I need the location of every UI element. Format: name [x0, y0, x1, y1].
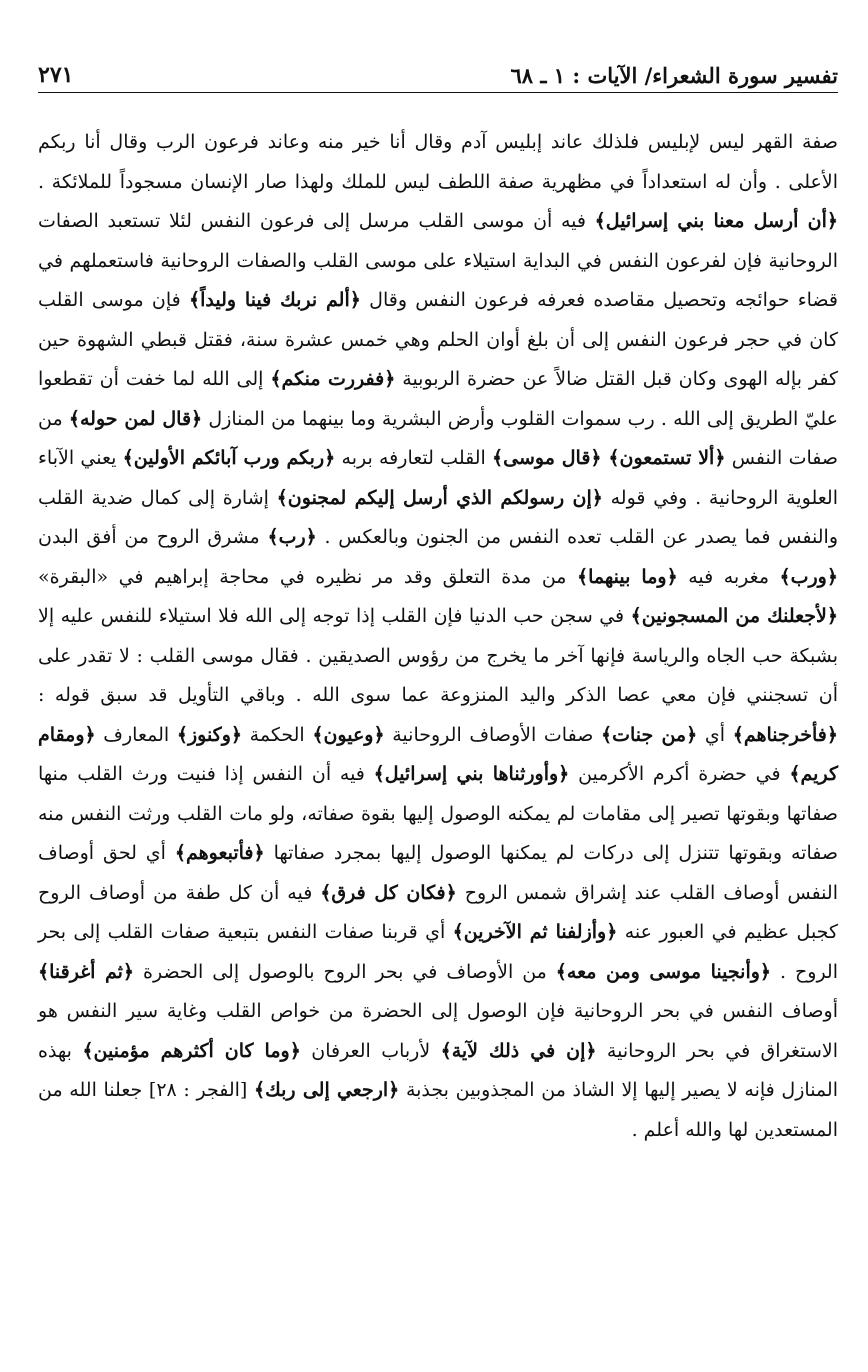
quran-quote: ﴿أن أرسل معنا بني إسرائيل﴾ [594, 210, 838, 232]
paragraph [38, 123, 838, 1150]
commentary-text: أي [697, 723, 733, 746]
quran-quote: ﴿ارجعي إلى ربك﴾ [253, 1079, 400, 1101]
commentary-text: صفات الأوصاف الروحانية [384, 723, 601, 746]
quran-quote: ﴿وعيون﴾ [312, 723, 385, 746]
header-title: تفسير سورة الشعراء/ الآيات : ١ ـ ٦٨ [510, 63, 838, 88]
commentary-text: مشرق الروح من أفق البدن [38, 526, 268, 548]
commentary-text: فيه أن النفس إذا فنيت ورث القلب منها صفاتها وبقوتها تصير إلى مقامات لم يمكنه الوصول إليها بقوة صفاته، ولو مات القلب ورثت النفس منه صفاته وبقوتها تتنزل إلى دركات لم يمكنها الوصول إليها بمجرد صفاتها [38, 763, 838, 864]
commentary-text: في حضرة أكرم الأكرمين [569, 763, 790, 785]
commentary-text: الحكمة [242, 723, 313, 746]
commentary-text: المعارف [95, 723, 177, 746]
commentary-text: لأرباب العرفان [300, 1039, 441, 1062]
commentary-text: بهذه المنازل فإنه لا يصير إليها إلا الشاذ من المجذوبين بجذبة [38, 1039, 838, 1101]
quran-quote: ﴿ورب﴾ [779, 565, 838, 588]
commentary-text: إلى الله لما خفت أن تقطعوا عليّ الطريق إلى الله . رب سموات القلوب وأرض البشرية وما بينهما من المنازل [38, 368, 838, 430]
commentary-text: مغربه فيه [677, 565, 780, 588]
commentary-text: [الفجر : ٢٨] جعلنا الله من المستعدين لها والله أعلم . [38, 1079, 838, 1141]
commentary-body [38, 123, 838, 1150]
commentary-text: من صفات النفس [38, 407, 838, 469]
quran-quote: ﴿ففررت منكم﴾ [270, 368, 396, 390]
commentary-text: فإن موسى القلب كان في حجر فرعون النفس إلى أن بلغ أوان الحلم وهي خمس عشرة سنة، فقتل قبطي الشهوة حين كفر بإله الهوى وكان قبل القتل ضالاً عن حضرة الربوبية [38, 289, 839, 390]
quran-quote: ﴿فكان كل فرق﴾ [320, 881, 457, 904]
quran-quote: ﴿قال لمن حوله﴾ [68, 407, 203, 430]
quran-quote: ﴿إن رسولكم الذي أرسل إليكم لمجنون﴾ [276, 486, 603, 509]
commentary-text: صفة القهر ليس لإبليس فلذلك عاند إبليس آدم وقال أنا خير منه وعاند فرعون الرب وقال أنا ربكم الأعلى . وأن له استعداداً في مظهرية صفة اللطف ليس للملك ولهذا صار الإنسان مسجوداً للملائكة . [38, 131, 838, 193]
quran-quote: ﴿وما كان أكثرهم مؤمنين﴾ [82, 1039, 301, 1062]
commentary-text: أي قربنا صفات النفس بتبعية صفات القلب إلى بحر الروح . [38, 921, 839, 983]
commentary-text: فيه أن موسى القلب مرسل إلى فرعون النفس لئلا تستعبد الصفات الروحانية فإن لفرعون النفس في البداية استيلاء على موسى القلب والصفات الروحانية فاستعملهم في قضاء حوائجه وتحصيل مقاصده فعرفه فرعون النفس وقال [38, 210, 838, 311]
running-header [38, 48, 838, 93]
commentary-text: القلب لتعارفه بربه [335, 447, 493, 469]
commentary-text: فيه أن كل طفة من أوصاف الروح كجبل عظيم في العبور عنه [38, 881, 838, 943]
commentary-text: يعني الآباء العلوية الروحانية . وفي قوله [38, 447, 838, 509]
quran-quote: ﴿وأزلفنا ثم الآخرين﴾ [452, 921, 618, 943]
quran-quote: ﴿وأورثناها بني إسرائيل﴾ [373, 763, 570, 785]
quran-quote: ﴿لأجعلنك من المسجونين﴾ [630, 605, 838, 627]
quran-quote: ﴿فأخرجناهم﴾ [732, 723, 838, 746]
quran-quote: ﴿ربكم ورب آبائكم الأولين﴾ [122, 447, 336, 469]
commentary-text: إشارة إلى كمال ضدية القلب والنفس فما يصدر عن القلب تعده النفس من الجنون وبالعكس . [38, 486, 838, 548]
quran-quote: ﴿من جنات﴾ [600, 723, 698, 746]
quran-quote: ﴿وما بينهما﴾ [576, 565, 678, 588]
commentary-text: من مدة التعلق وقد مر نظيره في محاجة إبراهيم في «البقرة» [38, 565, 577, 588]
quran-quote: ﴿إن في ذلك لآية﴾ [440, 1039, 597, 1062]
commentary-text: أي لحق أوصاف النفس أوصاف القلب عند إشراق شمس الروح [38, 842, 838, 904]
quran-quote: ﴿فأتبعوهم﴾ [174, 842, 265, 864]
quran-quote: ﴿ألا تستمعون﴾ ﴿قال موسى﴾ [492, 447, 726, 469]
quran-quote: ﴿وكنوز﴾ [176, 723, 243, 746]
commentary-text: أوصاف النفس في بحر الروحانية فإن الوصول إلى الحضرة من خواص القلب وغاية سير النفس هو الاستغراق في بحر الروحانية [38, 1000, 838, 1062]
quran-quote: ﴿ألم نربك فينا وليداً﴾ [189, 289, 361, 311]
book-page [38, 48, 838, 1338]
quran-quote: ﴿ومقام كريم﴾ [38, 723, 838, 785]
quran-quote: ﴿رب﴾ [267, 526, 317, 548]
commentary-text: في سجن حب الدنيا فإن القلب إذا توجه إلى الله فلا استيلاء للنفس عليه إلا بشبكة حب الجاه والرياسة فإنها آخر ما يخرج من رؤوس الصديقين . فقال موسى القلب : لا تقدر على أن تسجنني فإن معي عصا الذكر واليد المنزوعة عما سوى الله . وباقي التأويل قد سبق قوله : [38, 605, 838, 706]
commentary-text: من الأوصاف في بحر الروح بالوصول إلى الحضرة [134, 960, 556, 983]
quran-quote: ﴿وأنجينا موسى ومن معه﴾ [555, 960, 772, 983]
page-number: ٢٧١ [38, 62, 74, 88]
quran-quote: ﴿ثم أغرقنا﴾ [38, 960, 135, 983]
